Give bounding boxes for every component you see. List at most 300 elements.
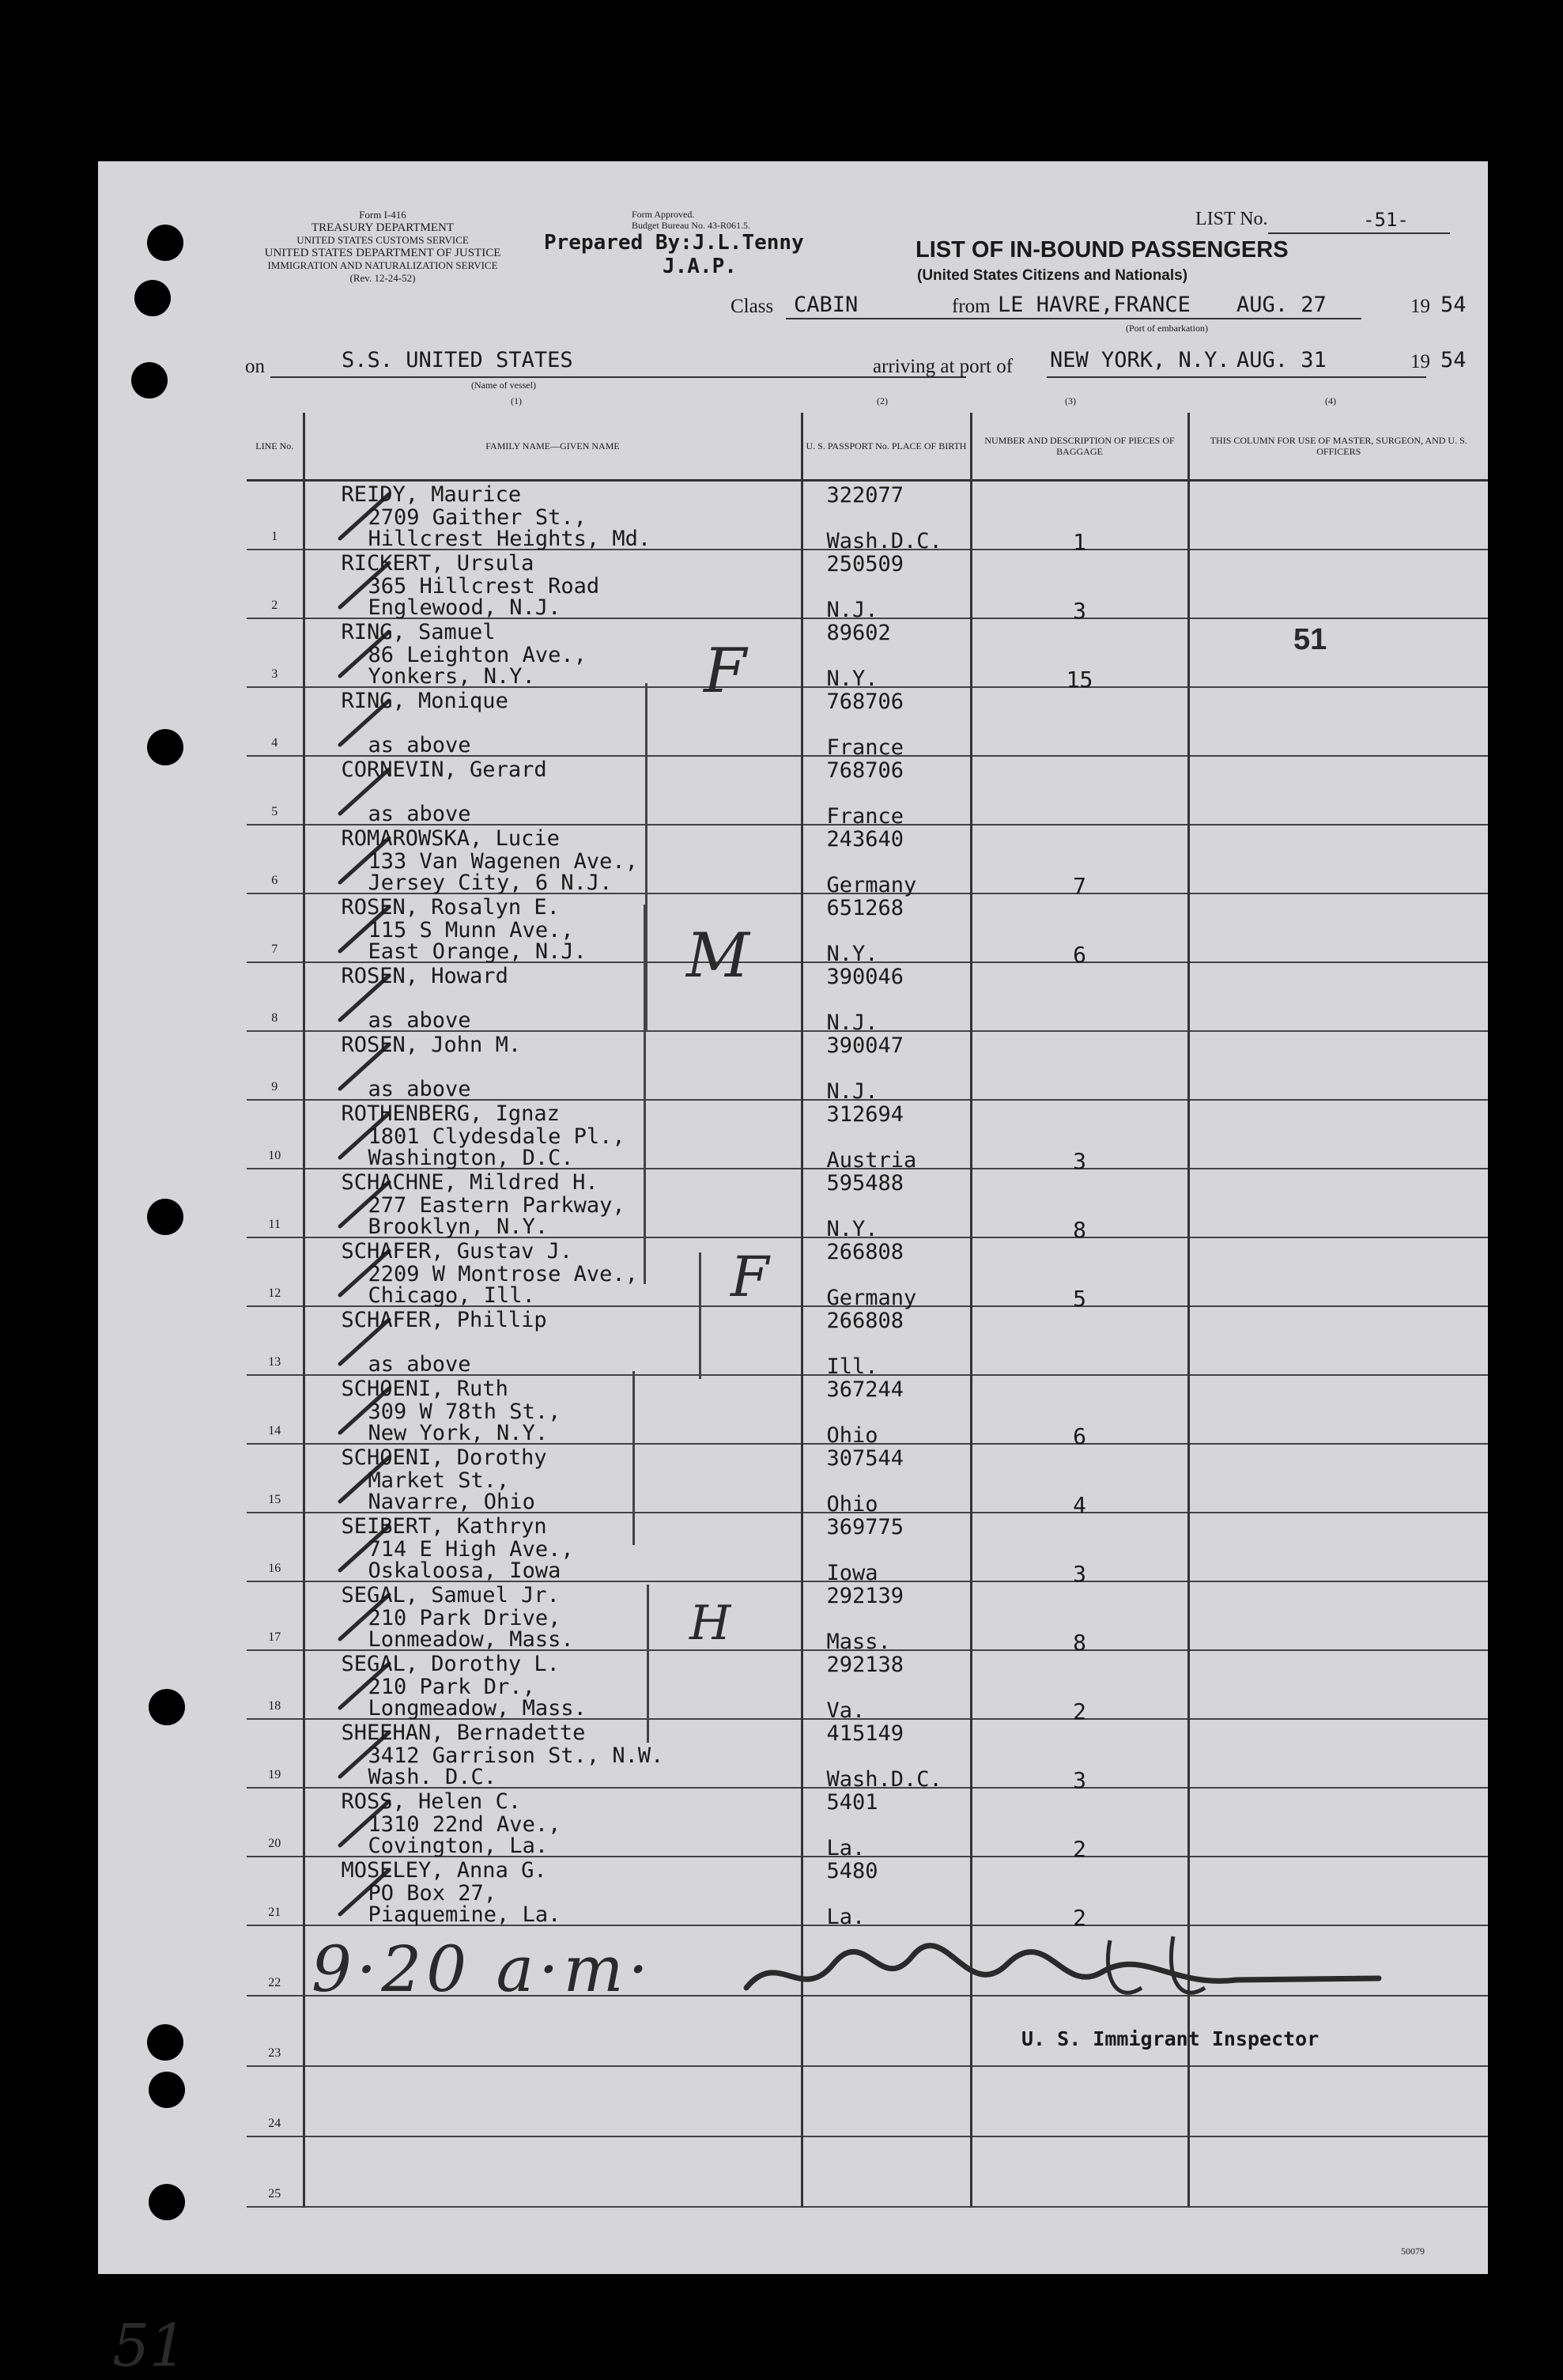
officers-cell: [1188, 1237, 1488, 1306]
passport-number: 768706: [826, 689, 904, 714]
passport-cell: [802, 756, 971, 829]
name-cell: [304, 550, 802, 618]
address-line-2: as above: [368, 1008, 471, 1033]
embark-date: AUG. 27: [1236, 293, 1327, 317]
line-number-cell: [247, 1581, 304, 1650]
manifest-page: [98, 161, 1488, 2380]
name-cell: [304, 2136, 802, 2207]
punch-hole: [149, 2072, 185, 2108]
place-of-birth: France: [826, 804, 904, 829]
passport-cell: [802, 618, 971, 691]
baggage-cell: [971, 687, 1188, 756]
table-row: [247, 1375, 1488, 1444]
address-line-2: Lonmeadow, Mass.: [368, 1627, 574, 1652]
prepared-initials: J.A.P.: [663, 255, 737, 278]
form-number: Form I-416: [359, 209, 406, 221]
place-of-birth: Wash.D.C.: [826, 529, 942, 553]
baggage-cell: [971, 1788, 1188, 1862]
passport-cell: [802, 550, 971, 622]
passport-number: 415149: [826, 1721, 904, 1746]
passport-cell: [802, 1857, 971, 1929]
baggage-count: 7: [1073, 873, 1086, 899]
passport-cell: [802, 1375, 971, 1448]
baggage-cell: [971, 550, 1188, 624]
passport-number: 369775: [826, 1515, 904, 1539]
table-row: [247, 756, 1488, 825]
line-number: 10: [268, 1149, 281, 1162]
column-number: (4): [1325, 395, 1336, 406]
officers-cell: [1188, 1650, 1488, 1719]
agency-line: TREASURY DEPARTMENT: [311, 221, 455, 234]
place-of-birth: N.Y.: [826, 942, 878, 966]
passport-number: 266808: [826, 1240, 904, 1264]
address-line-2: Brooklyn, N.Y.: [368, 1215, 549, 1239]
passport-number: 651268: [826, 896, 904, 920]
passenger-name: SHEEHAN, Bernadette: [341, 1721, 586, 1745]
family-bracket: [640, 905, 646, 1284]
table-row: [247, 1306, 1488, 1375]
address-line-1: 714 E High Ave.,: [368, 1537, 574, 1562]
line-number-cell: [247, 2066, 304, 2136]
handwritten-time: 9·20 a·m·: [311, 1932, 653, 2006]
passenger-name: ROTHENBERG, Ignaz: [341, 1101, 560, 1126]
punch-hole: [147, 1199, 183, 1235]
officers-cell: [1188, 756, 1488, 825]
baggage-count: 15: [1066, 667, 1093, 693]
punch-hole: [149, 2184, 185, 2220]
passenger-name: SEGAL, Samuel Jr.: [341, 1583, 560, 1607]
passenger-name: SEGAL, Dorothy L.: [341, 1652, 560, 1676]
officers-cell: [1188, 1581, 1488, 1650]
punch-hole: [147, 729, 183, 765]
table-row: [247, 550, 1488, 618]
line-number-cell: [247, 893, 304, 962]
place-of-birth: Ohio: [826, 1492, 878, 1517]
place-of-birth: N.Y.: [826, 667, 878, 691]
name-cell: [304, 1513, 802, 1581]
passport-cell: [802, 1650, 971, 1723]
line-number: 16: [268, 1562, 281, 1575]
address-line-1: 365 Hillcrest Road: [368, 574, 600, 599]
line-number: 23: [268, 2046, 281, 2060]
baggage-cell: [971, 1719, 1188, 1793]
baggage-cell: [971, 1031, 1188, 1100]
passport-cell: [802, 962, 971, 1035]
place-of-birth: Wash.D.C.: [826, 1767, 942, 1792]
name-cell: [304, 1169, 802, 1237]
column-number: (1): [511, 395, 522, 406]
name-cell: [304, 1306, 802, 1375]
baggage-count: 3: [1073, 1767, 1086, 1793]
place-of-birth: La.: [826, 1905, 866, 1929]
passenger-name: SCHACHNE, Mildred H.: [341, 1170, 598, 1195]
baggage-cell: [971, 1100, 1188, 1174]
line-number: 15: [268, 1493, 281, 1506]
passport-cell: [802, 825, 971, 897]
address-line-1: 1801 Clydesdale Pl.,: [368, 1124, 625, 1149]
table-row: [247, 481, 1488, 550]
place-of-birth: N.Y.: [826, 1217, 878, 1241]
passport-number: 390047: [826, 1033, 904, 1058]
punch-hole: [149, 1689, 185, 1725]
name-cell: [304, 1650, 802, 1719]
arrival-year-suffix: 54: [1440, 348, 1467, 372]
name-cell: [304, 756, 802, 825]
baggage-count: 8: [1073, 1217, 1086, 1243]
name-cell: [304, 1996, 802, 2066]
table-row: [247, 1444, 1488, 1513]
header-name: FAMILY NAME—GIVEN NAME: [304, 413, 802, 481]
handwritten-mark: H: [689, 1596, 731, 1651]
header-line-no: LINE No.: [247, 413, 304, 481]
passport-number: 768706: [826, 758, 904, 783]
line-number: 24: [268, 2117, 281, 2130]
passenger-name: SCHOENI, Ruth: [341, 1377, 508, 1401]
address-line-2: as above: [368, 1352, 471, 1377]
baggage-count: 6: [1073, 942, 1086, 968]
address-line-1: 1310 22nd Ave.,: [368, 1812, 561, 1837]
passport-number: 5401: [826, 1790, 878, 1815]
passport-cell: [802, 481, 971, 553]
line-number: 21: [268, 1906, 281, 1919]
baggage-cell: [971, 1237, 1188, 1312]
passport-cell: [802, 1237, 971, 1310]
passport-number: 322077: [826, 483, 904, 508]
passport-number: 312694: [826, 1102, 904, 1127]
passport-number: 266808: [826, 1309, 904, 1333]
passport-number: 595488: [826, 1171, 904, 1196]
address-line-1: 277 Eastern Parkway,: [368, 1193, 625, 1218]
line-number-cell: [247, 1650, 304, 1719]
name-cell: [304, 2066, 802, 2136]
address-line-2: East Orange, N.J.: [368, 939, 587, 964]
address-line-1: 2709 Gaither St.,: [368, 505, 587, 530]
place-of-birth: La.: [826, 1836, 866, 1861]
line-number-cell: [247, 1513, 304, 1581]
passport-cell: [802, 1444, 971, 1517]
table-header-row: [247, 413, 1488, 481]
passport-number: 307544: [826, 1446, 904, 1471]
baggage-count: 3: [1073, 1561, 1086, 1587]
name-cell: [304, 1444, 802, 1513]
baggage-count: 1: [1073, 529, 1086, 555]
passport-cell: [802, 2136, 971, 2207]
officers-cell: [1188, 1031, 1488, 1100]
baggage-count: 2: [1073, 1905, 1086, 1931]
passport-number: 89602: [826, 621, 891, 645]
table-row: [247, 893, 1488, 962]
baggage-count: 2: [1073, 1698, 1086, 1725]
passenger-name: RING, Monique: [341, 689, 508, 713]
inspector-signature: [731, 1932, 1442, 2019]
name-cell: [304, 1719, 802, 1788]
officers-cell: [1188, 1719, 1488, 1788]
baggage-cell: [971, 1306, 1188, 1375]
header-officers: THIS COLUMN FOR USE OF MASTER, SURGEON, AND U. S. OFFICERS: [1188, 413, 1488, 481]
baggage-cell: [971, 962, 1188, 1031]
passport-number: 250509: [826, 552, 904, 576]
line-number-cell: [247, 1719, 304, 1788]
baggage-cell: [971, 825, 1188, 899]
table-row: [247, 2136, 1488, 2207]
page-subtitle: (United States Citizens and Nationals): [917, 267, 1188, 284]
margin-number: 51: [112, 2312, 187, 2380]
baggage-cell: [971, 893, 1188, 968]
address-line-2: Jersey City, 6 N.J.: [368, 871, 613, 895]
line-number-cell: [247, 1788, 304, 1857]
column-number: (2): [877, 395, 888, 406]
passport-number: 292138: [826, 1653, 904, 1677]
address-line-1: PO Box 27,: [368, 1881, 497, 1906]
passenger-name: ROSEN, John M.: [341, 1033, 522, 1057]
passenger-name: ROMAROWSKA, Lucie: [341, 826, 560, 851]
place-of-birth: Ohio: [826, 1423, 878, 1448]
place-of-birth: N.J.: [826, 598, 878, 622]
passport-cell: [802, 1719, 971, 1792]
passenger-name: ROSEN, Howard: [341, 964, 508, 988]
baggage-cell: [971, 1513, 1188, 1587]
line-number-cell: [247, 1444, 304, 1513]
baggage-cell: [971, 1169, 1188, 1243]
line-number: 20: [268, 1837, 281, 1850]
table-row: [247, 1788, 1488, 1857]
line-number-cell: [247, 687, 304, 756]
passport-number: 5480: [826, 1859, 878, 1883]
passenger-name: ROSS, Helen C.: [341, 1789, 522, 1814]
baggage-count: 3: [1073, 598, 1086, 624]
passport-number: 367244: [826, 1377, 904, 1402]
table-row: [247, 1719, 1488, 1788]
line-number: 22: [268, 1976, 281, 1989]
place-of-birth: Iowa: [826, 1561, 878, 1585]
officers-cell: [1188, 1375, 1488, 1444]
officers-cell: [1188, 618, 1488, 687]
passport-cell: [802, 1581, 971, 1654]
line-number: 1: [271, 530, 278, 543]
line-number: 2: [271, 599, 278, 612]
punch-hole: [147, 225, 183, 261]
address-line-2: Oskaloosa, Iowa: [368, 1558, 561, 1583]
passport-number: 243640: [826, 827, 904, 852]
passenger-name: RICKERT, Ursula: [341, 551, 534, 576]
address-line-2: Yonkers, N.Y.: [368, 664, 535, 689]
table-row: [247, 1031, 1488, 1100]
list-no-value: -51-: [1363, 209, 1409, 231]
line-number-cell: [247, 825, 304, 893]
family-bracket: [696, 1252, 701, 1379]
line-number-cell: [247, 962, 304, 1031]
baggage-count: 8: [1073, 1630, 1086, 1656]
baggage-cell: [971, 1375, 1188, 1449]
line-number: 19: [268, 1768, 281, 1781]
place-of-birth: Austria: [826, 1148, 917, 1173]
name-cell: [304, 481, 802, 550]
address-line-2: Piaquemine, La.: [368, 1902, 561, 1927]
address-line-2: Hillcrest Heights, Md.: [368, 527, 651, 551]
baggage-cell: [971, 2066, 1188, 2136]
address-line-1: 86 Leighton Ave.,: [368, 643, 587, 667]
line-number-cell: [247, 1031, 304, 1100]
line-number-cell: [247, 1100, 304, 1169]
vessel-caption: (Name of vessel): [471, 380, 536, 391]
baggage-cell: [971, 1857, 1188, 1931]
passport-cell: [802, 1169, 971, 1241]
name-cell: [304, 1100, 802, 1169]
place-of-birth: N.J.: [826, 1011, 878, 1035]
arrival-date: AUG. 31: [1236, 348, 1327, 372]
place-of-birth: Germany: [826, 1286, 917, 1310]
revision-date: (Rev. 12-24-52): [349, 272, 416, 284]
line-number-cell: [247, 1237, 304, 1306]
passenger-name: MOSELEY, Anna G.: [341, 1858, 547, 1883]
table-row: [247, 1581, 1488, 1650]
address-line-1: 133 Van Wagenen Ave.,: [368, 849, 638, 874]
page-title: LIST OF IN-BOUND PASSENGERS: [916, 237, 1289, 263]
name-cell: [304, 1857, 802, 1925]
line-number: 6: [271, 874, 278, 887]
passenger-name: ROSEN, Rosalyn E.: [341, 895, 560, 920]
passport-cell: [802, 2066, 971, 2136]
agency-block: [240, 209, 525, 285]
class-value: CABIN: [794, 293, 859, 317]
line-number-cell: [247, 550, 304, 618]
name-cell: [304, 1375, 802, 1444]
line-number-cell: [247, 1925, 304, 1996]
address-line-2: Englewood, N.J.: [368, 595, 561, 620]
line-number: 14: [268, 1424, 281, 1437]
handwritten-mark: F: [731, 1245, 769, 1309]
place-of-birth: Germany: [826, 873, 917, 897]
officers-cell: [1188, 481, 1488, 550]
passenger-name: SCHAFER, Gustav J.: [341, 1239, 573, 1264]
line-number: 7: [271, 943, 278, 956]
place-of-birth: France: [826, 735, 904, 760]
line-number-cell: [247, 1857, 304, 1925]
baggage-cell: [971, 1444, 1188, 1518]
handwritten-mark: F: [704, 636, 747, 707]
place-of-birth: Ill.: [826, 1354, 878, 1379]
table-row: [247, 1237, 1488, 1306]
line-number: 13: [268, 1355, 281, 1369]
line-number: 5: [271, 805, 278, 818]
handwritten-mark: M: [686, 920, 749, 992]
line-number: 12: [268, 1286, 281, 1300]
name-cell: [304, 1237, 802, 1306]
officers-cell: [1188, 1444, 1488, 1513]
on-label: on: [245, 356, 265, 377]
address-line-1: 2209 W Montrose Ave.,: [368, 1262, 638, 1286]
prepared-by: [544, 231, 804, 278]
officers-cell: [1188, 825, 1488, 893]
agency-line: IMMIGRATION AND NATURALIZATION SERVICE: [267, 259, 498, 271]
line-number: 8: [271, 1011, 278, 1025]
address-line-2: Chicago, Ill.: [368, 1283, 535, 1308]
officers-cell: [1188, 1306, 1488, 1375]
baggage-count: 6: [1073, 1423, 1086, 1449]
baggage-count: 4: [1073, 1492, 1086, 1518]
table-row: [247, 687, 1488, 756]
address-line-2: as above: [368, 802, 471, 826]
baggage-count: 5: [1073, 1286, 1086, 1312]
line-number: 17: [268, 1630, 281, 1644]
arrival-year-prefix: 19: [1410, 351, 1430, 372]
line-number: 25: [268, 2187, 281, 2201]
address-line-1: Market St.,: [368, 1468, 510, 1493]
address-line-2: Covington, La.: [368, 1834, 549, 1858]
prepared-by-text: Prepared By:J.L.Tenny: [544, 231, 804, 255]
officers-cell: [1188, 1788, 1488, 1857]
line-number-cell: [247, 1306, 304, 1375]
table-row: [247, 2066, 1488, 2136]
place-of-birth: Va.: [826, 1698, 866, 1723]
header-passport: U. S. PASSPORT No. PLACE OF BIRTH: [802, 413, 971, 481]
table-row: [247, 1857, 1488, 1925]
address-line-1: 210 Park Drive,: [368, 1606, 561, 1630]
name-cell: [304, 825, 802, 893]
header-baggage: NUMBER AND DESCRIPTION OF PIECES OF BAGGAGE: [971, 413, 1188, 481]
address-line-2: Longmeadow, Mass.: [368, 1696, 587, 1721]
passport-cell: [802, 1513, 971, 1585]
passport-cell: [802, 1788, 971, 1861]
baggage-count: 2: [1073, 1836, 1086, 1862]
officers-cell: [1188, 2136, 1488, 2207]
line-number: 3: [271, 667, 278, 681]
address-line-1: 210 Park Dr.,: [368, 1675, 535, 1699]
place-of-birth: Mass.: [826, 1630, 891, 1654]
address-line-2: New York, N.Y.: [368, 1421, 549, 1445]
agency-line: UNITED STATES CUSTOMS SERVICE: [296, 234, 469, 246]
officers-cell: [1188, 893, 1488, 962]
line-number: 9: [271, 1080, 278, 1094]
form-approved: [632, 209, 750, 231]
passport-cell: [802, 1306, 971, 1379]
passenger-name: RING, Samuel: [341, 620, 496, 644]
passport-cell: [802, 893, 971, 966]
address-line-2: Wash. D.C.: [368, 1765, 497, 1789]
baggage-cell: [971, 756, 1188, 825]
table-row: [247, 1169, 1488, 1237]
line-number-cell: [247, 481, 304, 550]
address-line-2: Washington, D.C.: [368, 1146, 574, 1170]
column-number: (3): [1065, 395, 1076, 406]
passport-cell: [802, 1031, 971, 1104]
arriving-label: arriving at port of: [873, 356, 1014, 377]
from-label: from: [952, 296, 991, 317]
inspector-caption: U. S. Immigrant Inspector: [1021, 2027, 1319, 2050]
family-bracket: [644, 1585, 649, 1743]
punch-hole: [131, 362, 168, 399]
name-cell: [304, 1031, 802, 1100]
punch-hole: [134, 280, 171, 316]
class-label: Class: [731, 296, 774, 317]
table-row: [247, 825, 1488, 893]
agency-line: UNITED STATES DEPARTMENT OF JUSTICE: [264, 247, 501, 259]
passport-cell: [802, 1100, 971, 1173]
embark-year-prefix: 19: [1410, 296, 1430, 317]
address-line-2: as above: [368, 733, 471, 757]
passport-number: 292139: [826, 1584, 904, 1608]
passport-number: 390046: [826, 965, 904, 989]
officer-count: 51: [1293, 623, 1327, 656]
line-number-cell: [247, 618, 304, 687]
officers-cell: [1188, 1513, 1488, 1581]
table-row: [247, 1650, 1488, 1719]
officers-cell: [1188, 687, 1488, 756]
line-number-cell: [247, 1169, 304, 1237]
table-row: [247, 962, 1488, 1031]
form-approved-text: Form Approved.: [632, 209, 695, 220]
passport-cell: [802, 687, 971, 760]
